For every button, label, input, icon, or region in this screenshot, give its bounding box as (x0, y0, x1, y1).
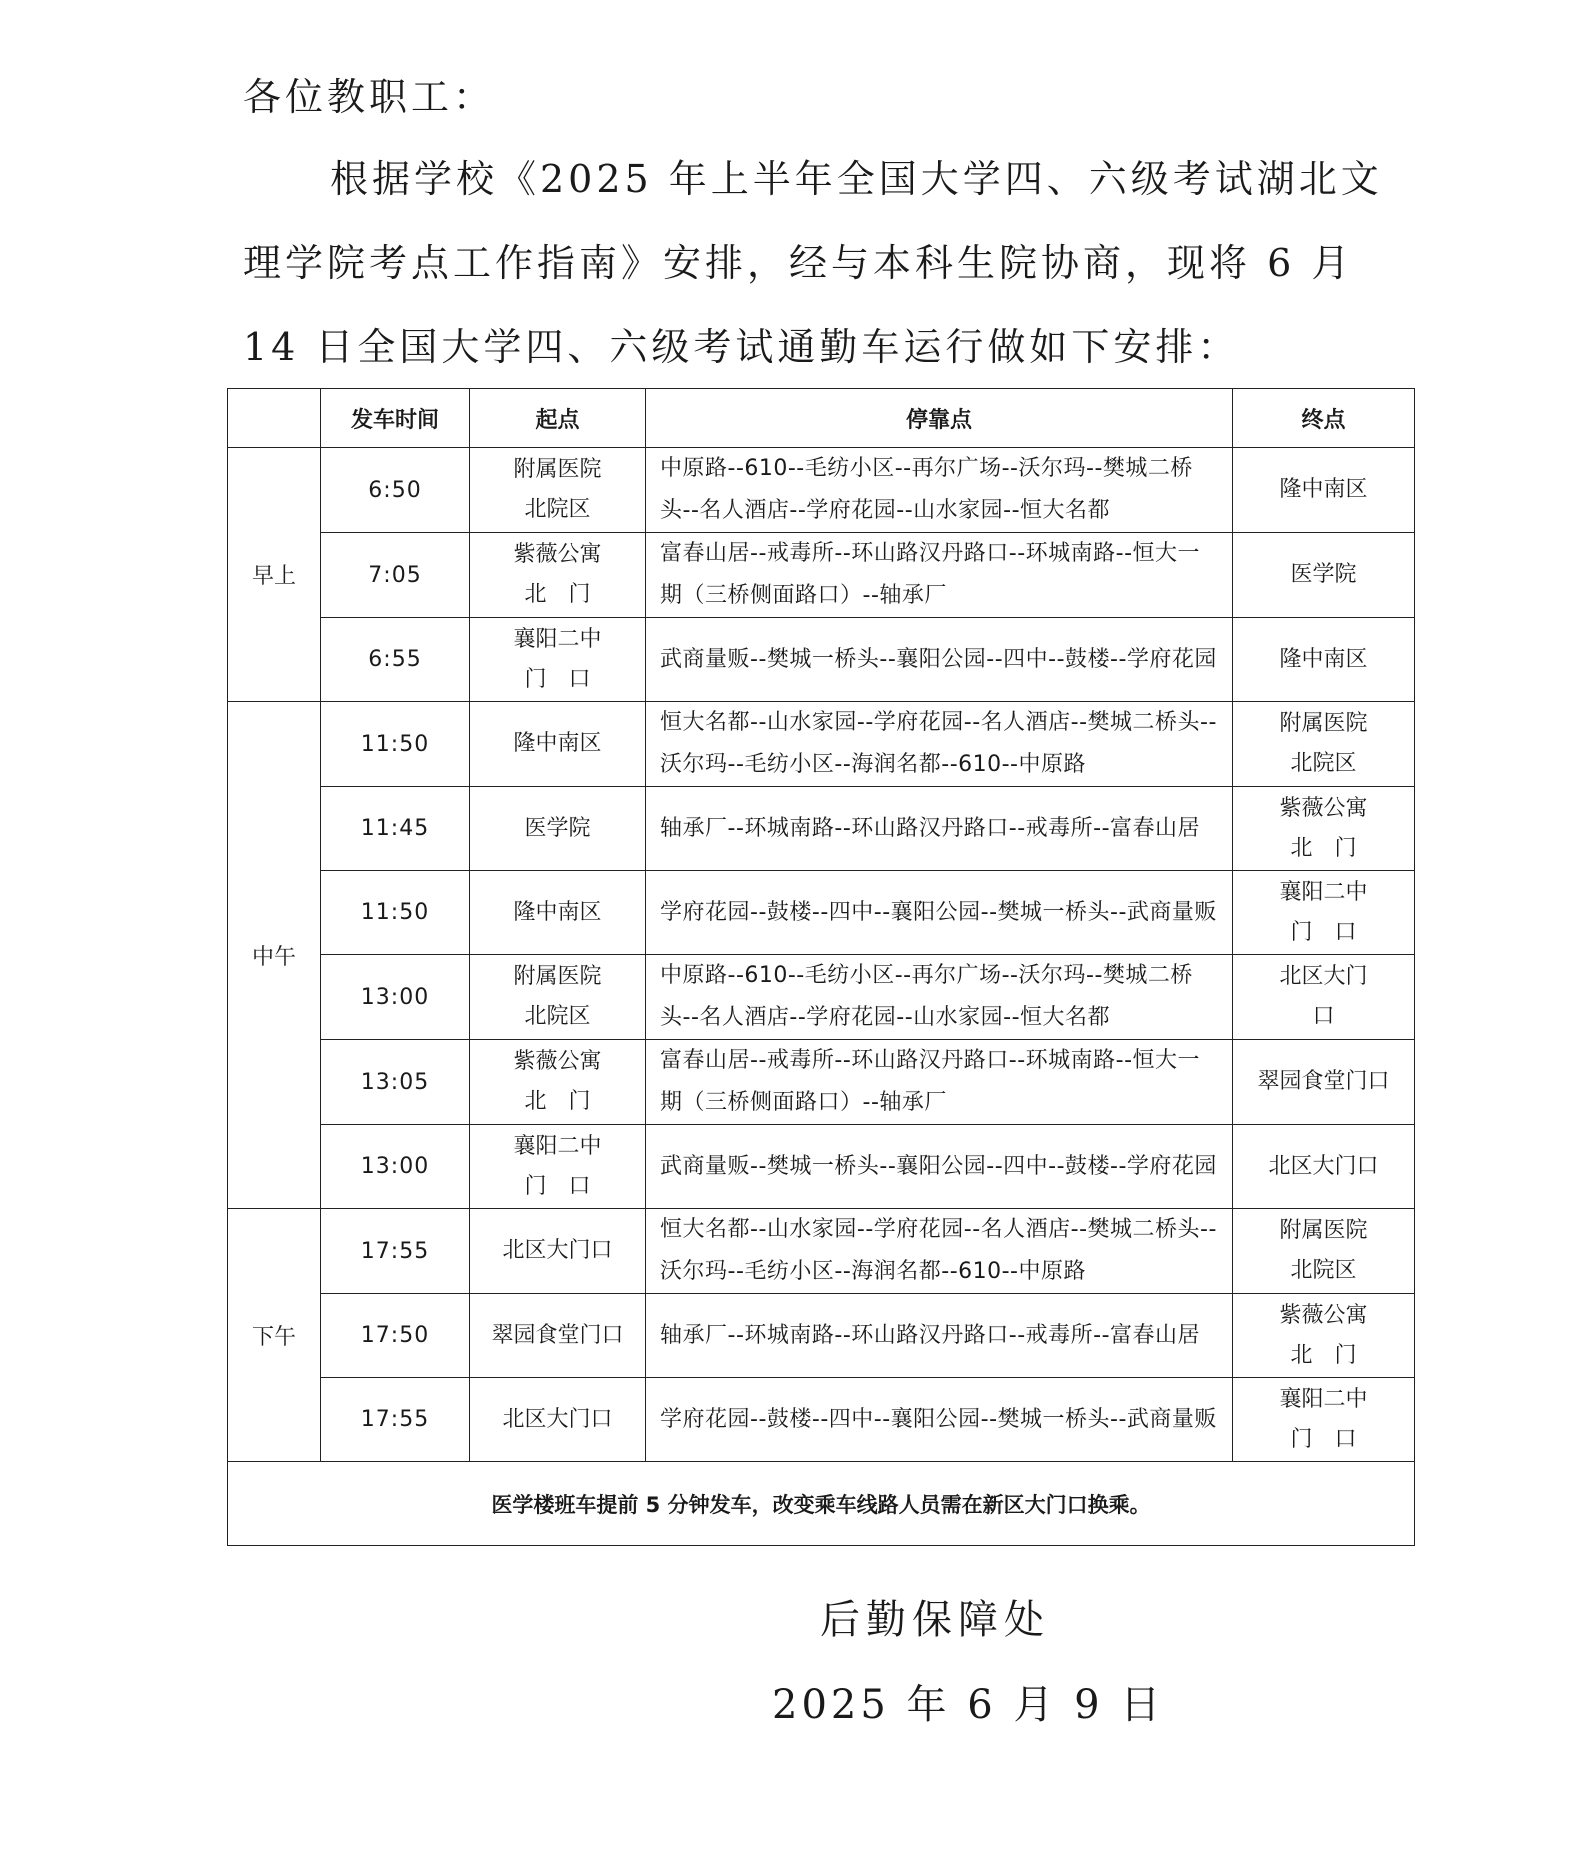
origin-cell (470, 1209, 646, 1294)
destination-text: 隆中南区 (1279, 477, 1368, 502)
origin-cell (470, 533, 646, 618)
header-destination: 终点 (1233, 389, 1415, 448)
stops-cell: 武商量贩--樊城一桥头--襄阳公园--四中--鼓楼--学府花园 (646, 618, 1233, 702)
origin-cell (470, 871, 646, 955)
destination-text: 襄阳二中门 口 (1279, 1386, 1368, 1452)
stops-cell: 武商量贩--樊城一桥头--襄阳公园--四中--鼓楼--学府花园 (646, 1125, 1233, 1209)
origin-text: 北区大门口 (502, 1238, 613, 1263)
header-departure-time: 发车时间 (321, 389, 470, 448)
issue-date: 2025 年 6 月 9 日 (772, 1682, 1165, 1728)
time-cell: 6:55 (321, 618, 470, 702)
destination-cell (1233, 1125, 1415, 1209)
origin-cell (470, 1294, 646, 1378)
time-cell: 7:05 (321, 533, 470, 618)
destination-cell (1233, 787, 1415, 871)
origin-cell (470, 618, 646, 702)
origin-text: 翠园食堂门口 (491, 1322, 624, 1348)
origin-cell (470, 1125, 646, 1209)
body-line-2: 理学院考点工作指南》安排，经与本科生院协商，现将 6 月 (243, 241, 1354, 285)
origin-text: 隆中南区 (513, 899, 602, 925)
time-cell: 13:05 (321, 1040, 470, 1125)
destination-cell (1233, 1294, 1415, 1378)
destination-text: 隆中南区 (1279, 646, 1368, 672)
table-row (228, 1209, 1415, 1294)
origin-text: 隆中南区 (513, 731, 602, 756)
body-line-1: 根据学校《2025 年上半年全国大学四、六级考试湖北文 (330, 157, 1383, 201)
stops-cell: 中原路--610--毛纺小区--再尔广场--沃尔玛--樊城二桥头--名人酒店--学府花园--山水家园--恒大名都 (646, 448, 1233, 533)
stops-cell: 富春山居--戒毒所--环山路汉丹路口--环城南路--恒大一期（三桥侧面路口）--轴承厂 (646, 1040, 1233, 1125)
stops-cell: 恒大名都--山水家园--学府花园--名人酒店--樊城二桥头--沃尔玛--毛纺小区--海润名都--610--中原路 (646, 1209, 1233, 1294)
shuttle-schedule-table (227, 388, 1415, 1546)
origin-text: 医学院 (524, 815, 591, 841)
stops-cell: 恒大名都--山水家园--学府花园--名人酒店--樊城二桥头--沃尔玛--毛纺小区--海润名都--610--中原路 (646, 702, 1233, 787)
stops-cell: 轴承厂--环城南路--环山路汉丹路口--戒毒所--富春山居 (646, 1294, 1233, 1378)
header-stops: 停靠点 (646, 389, 1233, 448)
body-line-3: 14 日全国大学四、六级考试通勤车运行做如下安排： (243, 325, 1240, 369)
destination-text: 医学院 (1290, 562, 1357, 587)
issuer-signature: 后勤保障处 (820, 1597, 1050, 1643)
table-row (228, 1125, 1415, 1209)
origin-text: 紫薇公寓北 门 (513, 542, 602, 607)
destination-cell (1233, 702, 1415, 787)
destination-text: 紫薇公寓北 门 (1279, 795, 1368, 861)
table-row (228, 955, 1415, 1040)
origin-text: 附属医院北院区 (513, 964, 602, 1029)
destination-cell (1233, 1040, 1415, 1125)
stops-cell: 轴承厂--环城南路--环山路汉丹路口--戒毒所--富春山居 (646, 787, 1233, 871)
time-cell: 11:45 (321, 787, 470, 871)
table-note: 医学楼班车提前 5 分钟发车，改变乘车线路人员需在新区大门口换乘。 (228, 1462, 1415, 1546)
time-cell: 13:00 (321, 1125, 470, 1209)
period-cell: 下午 (228, 1209, 321, 1462)
destination-cell (1233, 533, 1415, 618)
stops-cell: 学府花园--鼓楼--四中--襄阳公园--樊城一桥头--武商量贩 (646, 871, 1233, 955)
table-header-row (228, 389, 1415, 448)
destination-text: 北区大门口 (1279, 964, 1368, 1029)
origin-text: 襄阳二中门 口 (513, 1133, 602, 1199)
destination-cell (1233, 448, 1415, 533)
time-cell: 11:50 (321, 702, 470, 787)
stops-cell: 富春山居--戒毒所--环山路汉丹路口--环城南路--恒大一期（三桥侧面路口）--轴承厂 (646, 533, 1233, 618)
header-origin: 起点 (470, 389, 646, 448)
destination-text: 北区大门口 (1268, 1153, 1379, 1179)
table-row (228, 1378, 1415, 1462)
origin-text: 附属医院北院区 (513, 457, 602, 522)
time-cell: 13:00 (321, 955, 470, 1040)
period-cell: 中午 (228, 702, 321, 1209)
origin-cell (470, 955, 646, 1040)
table-row (228, 618, 1415, 702)
origin-cell (470, 448, 646, 533)
destination-cell (1233, 1209, 1415, 1294)
time-cell: 11:50 (321, 871, 470, 955)
destination-cell (1233, 871, 1415, 955)
origin-cell (470, 1040, 646, 1125)
origin-text: 襄阳二中门 口 (513, 626, 602, 692)
header-period (228, 389, 321, 448)
table-row (228, 787, 1415, 871)
salutation: 各位教职工： (243, 75, 496, 119)
origin-text: 紫薇公寓北 门 (513, 1049, 602, 1114)
destination-text: 紫薇公寓北 门 (1279, 1302, 1368, 1368)
destination-text: 翠园食堂门口 (1257, 1069, 1390, 1094)
destination-cell (1233, 955, 1415, 1040)
destination-text: 襄阳二中门 口 (1279, 879, 1368, 945)
table-row (228, 1040, 1415, 1125)
origin-cell (470, 1378, 646, 1462)
origin-cell (470, 787, 646, 871)
table-row (228, 533, 1415, 618)
table-row (228, 702, 1415, 787)
time-cell: 6:50 (321, 448, 470, 533)
table-note-row (228, 1462, 1415, 1546)
stops-cell: 学府花园--鼓楼--四中--襄阳公园--樊城一桥头--武商量贩 (646, 1378, 1233, 1462)
time-cell: 17:55 (321, 1378, 470, 1462)
table-row (228, 871, 1415, 955)
table-row (228, 1294, 1415, 1378)
origin-text: 北区大门口 (502, 1406, 613, 1432)
time-cell: 17:50 (321, 1294, 470, 1378)
destination-text: 附属医院北院区 (1279, 1218, 1368, 1283)
destination-cell (1233, 618, 1415, 702)
table-row (228, 448, 1415, 533)
time-cell: 17:55 (321, 1209, 470, 1294)
origin-cell (470, 702, 646, 787)
destination-cell (1233, 1378, 1415, 1462)
destination-text: 附属医院北院区 (1279, 711, 1368, 776)
period-cell: 早上 (228, 448, 321, 702)
stops-cell: 中原路--610--毛纺小区--再尔广场--沃尔玛--樊城二桥头--名人酒店--学府花园--山水家园--恒大名都 (646, 955, 1233, 1040)
